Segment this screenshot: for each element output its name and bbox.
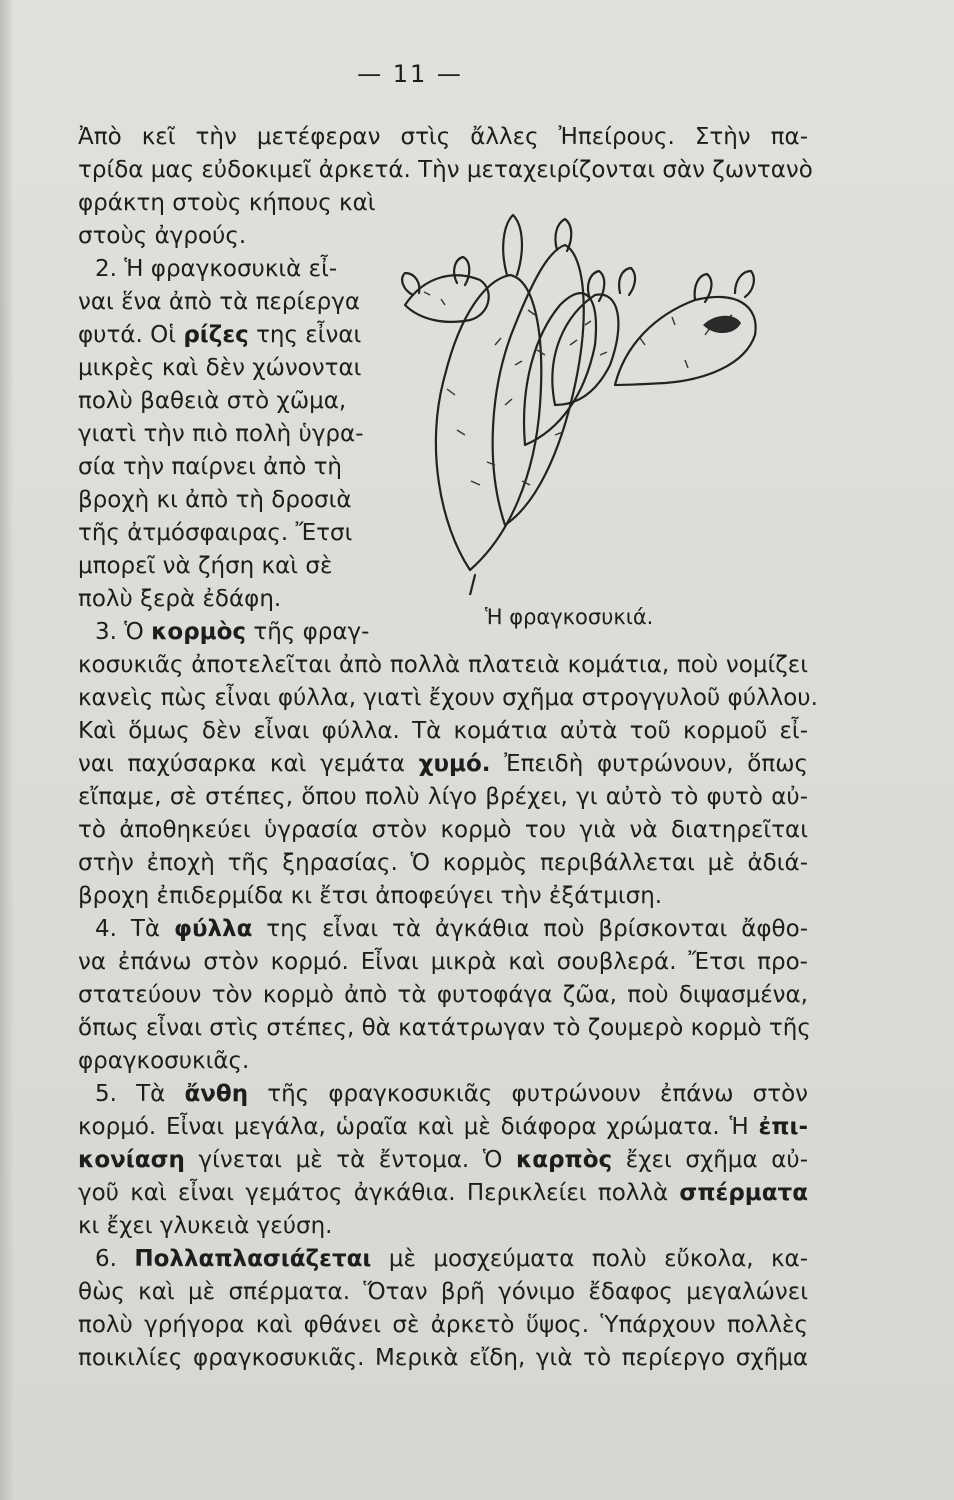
text-span: της εἶναι	[248, 322, 362, 348]
text-line: Καὶ ὅμως δὲν εἶναι φύλλα. Τὰ κομάτια αὐτὰ τοῦ κορμοῦ εἶ-	[78, 718, 808, 744]
text-line: τὸ ἀποθηκεύει ὑγρασία στὸν κορμὸ του γιὰ νὰ διατηρεῖται	[78, 817, 808, 843]
fruit-bud	[619, 268, 635, 295]
text-span: 5. Τὰ	[95, 1081, 185, 1107]
text-span: τῆς φραγ-	[246, 619, 370, 645]
text-line	[78, 1112, 808, 1142]
text-line: στατεύουν τὸν κορμὸ ἀπὸ τὰ φυτοφάγα ζῶα, ποὺ διψασμένα,	[78, 982, 808, 1008]
text-line: τρίδα μας εὐδοκιμεῖ ἀρκετά. Τὴν μεταχειρίζονται σὰν ζωντανὸ	[78, 157, 813, 183]
emphasis-term: κονίαση	[78, 1147, 185, 1173]
text-line: ποικιλίες φραγκοσυκιᾶς. Μερικὰ εἴδη, γιὰ τὸ περίεργο σχῆμα	[78, 1345, 808, 1371]
text-line: ὅπως εἶναι στὶς στέπες, θὰ κατάτρωγαν τὸ ζουμερὸ κορμὸ τῆς	[78, 1015, 811, 1041]
text-line: κι ἔχει γλυκειὰ γεύση.	[78, 1213, 333, 1239]
text-line: τῆς ἀτμόσφαιρας. Ἔτσι	[78, 520, 353, 546]
text-line: στὴν ἐποχὴ τῆς ξηρασίας. Ὁ κορμὸς περιβάλλεται μὲ ἀδιά-	[78, 850, 808, 876]
cactus-pad	[524, 293, 596, 445]
fruit-bud	[503, 215, 522, 275]
emphasis-term: σπέρματα	[679, 1180, 808, 1206]
prickly-pear-illustration	[385, 195, 805, 595]
text-line: μπορεῖ νὰ ζήση καὶ σὲ	[78, 553, 333, 579]
text-line: Ἀπὸ κεῖ τὴν μετέφεραν στὶς ἄλλες Ἠπείρους. Στὴν πα-	[78, 124, 808, 150]
text-span: 6.	[95, 1246, 135, 1272]
emphasis-term: καρπὸς	[515, 1147, 613, 1173]
text-line: 2. Ἡ φραγκοσυκιὰ εἶ-	[95, 256, 338, 282]
emphasis-term: χυμό.	[418, 751, 491, 777]
emphasis-term: ἐπι-	[758, 1114, 808, 1140]
text-span: γίνεται μὲ τὰ ἔντομα. Ὁ	[184, 1147, 516, 1173]
cactus-stem	[470, 575, 475, 595]
text-line: ναι ἕνα ἀπὸ τὰ περίεργα	[78, 289, 361, 315]
text-line: κανεὶς πὼς εἶναι φύλλα, γιατὶ ἔχουν σχῆμα στρογγυλοῦ φύλλου.	[78, 685, 818, 711]
text-span: 3. Ὁ	[95, 619, 152, 645]
fruit-bud	[454, 257, 469, 285]
text-line: να ἐπάνω στὸν κορμό. Εἶναι μικρὰ καὶ σουβλερά. Ἔτσι προ-	[78, 949, 808, 975]
text-line: φράκτη στοὺς κήπους καὶ	[78, 190, 376, 216]
emphasis-term: ρίζες	[183, 322, 249, 348]
text-line: στοὺς ἀγρούς.	[78, 223, 247, 249]
text-line: φραγκοσυκιᾶς.	[78, 1048, 250, 1074]
text-line	[78, 749, 808, 779]
text-line: κοσυκιᾶς ἀποτελεῖται ἀπὸ πολλὰ πλατειὰ κομάτια, ποὺ νομίζει	[78, 652, 808, 678]
text-line: εἴπαμε, σὲ στέπες, ὅπου πολὺ λίγο βρέχει, γι αὐτὸ τὸ φυτὸ αὐ-	[78, 784, 808, 810]
text-line: βροχὴ κι ἀπὸ τὴ δροσιὰ	[78, 487, 352, 513]
figure-caption: Ἡ φραγκοσυκιά.	[485, 605, 654, 629]
text-span: της εἶναι τὰ ἀγκάθια ποὺ βρίσκονται ἄφθο-	[252, 916, 809, 942]
text-line	[78, 1145, 808, 1175]
text-span: κορμό. Εἶναι μεγάλα, ὡραῖα καὶ μὲ διάφορα χρώματα. Ἡ	[78, 1114, 759, 1140]
text-span: τῆς φραγκοσυκιᾶς φυτρώνουν ἐπάνω στὸν	[248, 1081, 808, 1107]
emphasis-term: κορμὸς	[151, 619, 247, 645]
text-span: Ἐπειδὴ φυτρώνουν, ὅπως	[490, 751, 808, 777]
text-line	[78, 320, 361, 350]
text-line	[78, 1178, 808, 1208]
text-line: πολὺ βαθειὰ στὸ χῶμα,	[78, 388, 347, 414]
cactus-pad	[493, 245, 584, 525]
text-line	[95, 914, 808, 944]
text-line	[95, 1244, 808, 1274]
text-line	[95, 617, 369, 647]
text-line: σία τὴν παίρνει ἀπὸ τὴ	[78, 454, 342, 480]
text-line: πολὺ γρήγορα καὶ φθάνει σὲ ἀρκετὸ ὕψος. Ὑπάρχουν πολλὲς	[78, 1312, 808, 1338]
text-span: 4. Τὰ	[95, 916, 174, 942]
emphasis-term: Πολλαπλασιάζεται	[134, 1246, 372, 1272]
text-span: μὲ μοσχεύματα πολὺ εὔκολα, κα-	[371, 1246, 808, 1272]
emphasis-term: ἄνθη	[184, 1081, 249, 1107]
text-span: φυτά. Οἱ	[78, 322, 184, 348]
text-line: μικρὲς καὶ δὲν χώνονται	[78, 355, 362, 381]
emphasis-term: φύλλα	[173, 916, 253, 942]
fruit-bud	[588, 271, 604, 301]
cactus-pad	[436, 275, 541, 570]
text-span: ναι παχύσαρκα καὶ γεμάτα	[78, 751, 419, 777]
text-line: πολὺ ξερὰ ἐδάφη.	[78, 586, 282, 612]
page-number: — 11 —	[357, 60, 463, 88]
text-line: γιατὶ τὴν πιὸ πολὴ ὑγρα-	[78, 421, 364, 447]
text-line: θὼς καὶ μὲ σπέρματα. Ὅταν βρῆ γόνιμο ἔδαφος μεγαλώνει	[78, 1279, 808, 1305]
page-edge-shadow	[0, 0, 14, 1500]
text-span: γοῦ καὶ εἶναι γεμάτος ἀγκάθια. Περικλείει πολλὰ	[78, 1180, 680, 1206]
cactus-pad	[552, 295, 618, 405]
cactus-pad	[615, 297, 756, 385]
text-line: βροχη ἐπιδερμίδα κι ἔτσι ἀποφεύγει τὴν ἐξάτμιση.	[78, 883, 663, 909]
text-line	[95, 1079, 808, 1109]
text-span: ἔχει σχῆμα αὐ-	[612, 1147, 808, 1173]
fruit-bud	[735, 271, 754, 297]
